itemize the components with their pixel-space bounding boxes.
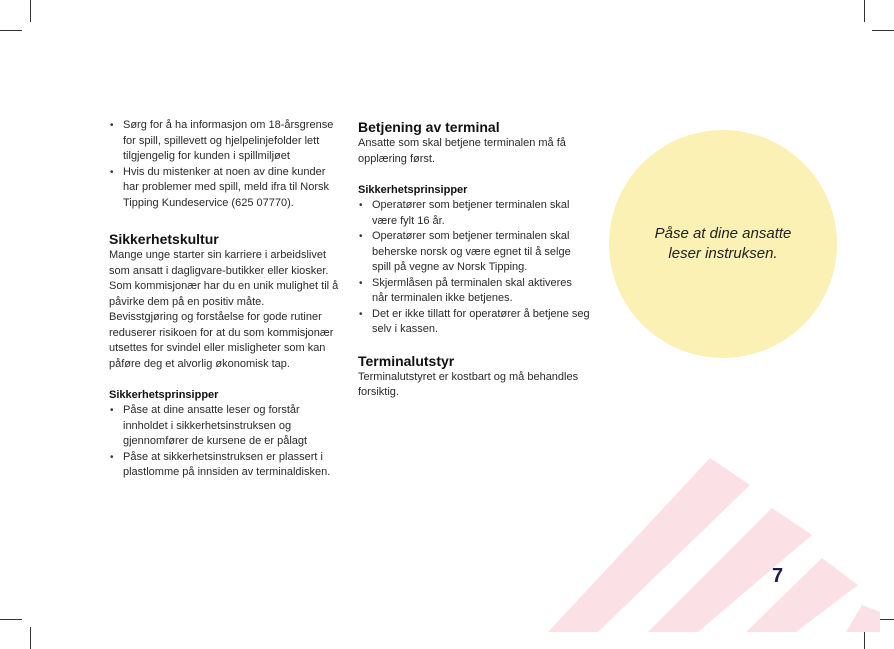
paragraph: Mange unge starter sin karriere i arbeidslivet som ansatt i dagligvare-butikker eller kiosker. Som kommisjonær har du en unik mulighet til å påvirke dem på en positiv måte. — [109, 249, 339, 308]
middle-column — [358, 118, 590, 401]
bullet-list-bottom — [109, 403, 341, 481]
list-item: • Påse at dine ansatte leser og forstår innholdet i sikkerhetsinstruksen og gjennomfører de kursene de er pålagt — [109, 403, 341, 450]
paragraph: Bevisstgjøring og forståelse for gode rutiner reduserer risikoen for at du som kommisjonær utsettes for svindel eller misligheter som kan påføre deg et alvorlig økonomisk tap. — [109, 311, 334, 370]
section-heading: Terminalutstyr — [358, 352, 455, 369]
list-item: • Operatører som betjener terminalen skal beherske norsk og være egnet til å selge spill på vegne av Norsk Tipping. — [358, 229, 590, 276]
subheading: Sikkerhetsprinsipper — [358, 184, 468, 196]
list-item: • Det er ikke tillatt for operatører å betjene seg selv i kassen. — [358, 307, 590, 338]
left-column — [109, 118, 341, 481]
list-item: • Sørg for å ha informasjon om 18-årsgrense for spill, spillevett og hjelpelinjefolder lett tilgjengelig for kunden i spillmiljøet — [109, 118, 341, 165]
paragraph: Terminalutstyret er kostbart og må behandles forsiktig. — [358, 370, 579, 398]
section-heading: Sikkerhetskultur — [109, 231, 219, 247]
bullet-list — [358, 198, 590, 338]
callout-text: Påse at dine ansatte leser instruksen. — [654, 225, 792, 262]
stripe — [846, 605, 880, 632]
subheading: Sikkerhetsprinsipper — [109, 389, 219, 401]
page-number: 7 — [772, 565, 784, 587]
list-item: • Hvis du mistenker at noen av dine kunder har problemer med spill, meld ifra til Norsk Tipping Kundeservice (625 07770). — [109, 165, 341, 212]
bullet-list-top — [109, 118, 341, 211]
list-item: • Operatører som betjener terminalen skal være fylt 16 år. — [358, 198, 590, 229]
list-item: • Påse at sikkerhetsinstruksen er plassert i plastlomme på innsiden av terminaldisken. — [109, 450, 341, 481]
list-item: • Skjermlåsen på terminalen skal aktiveres når terminalen ikke betjenes. — [358, 276, 590, 307]
callout-circle — [609, 130, 837, 358]
section-heading: Betjening av terminal — [358, 119, 500, 135]
paragraph: Ansatte som skal betjene terminalen må få opplæring først. — [358, 137, 566, 165]
